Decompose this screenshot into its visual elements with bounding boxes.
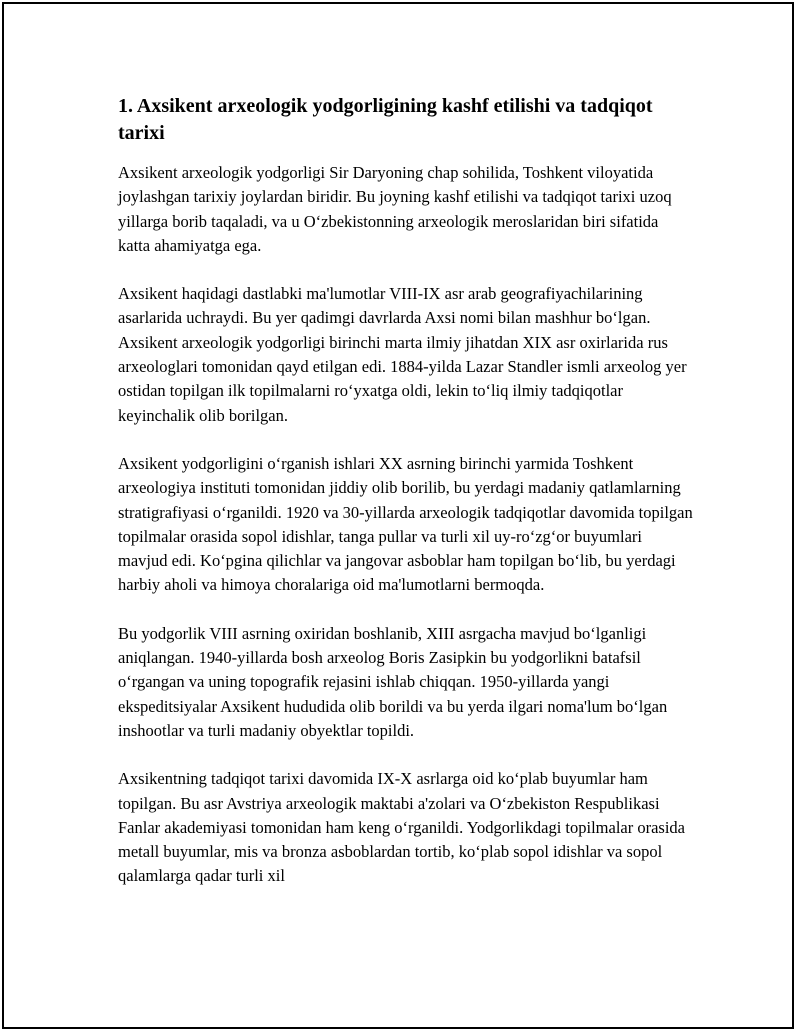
paragraph-5: Axsikentning tadqiqot tarixi davomida IX-X asrlarga oid ko‘plab buyumlar ham topilgan. Bu asr Avstriya arxeologik maktabi a'zolari va O‘zbekiston Respublikasi Fanlar akademiyasi tomonidan ham keng o‘rganildi. Yodgorlikdagi topilmalar orasida metall buyumlar, mis va bronza asboblardan tortib, ko‘plab sopol idishlar va sopol qalamlarga qadar turli xil [118,769,686,886]
paragraph-2: Axsikent haqidagi dastlabki ma'lumotlar VIII-IX asr arab geografiyachilarining asarlarida uchraydi. Bu yer qadimgi davrlarda Axsi nomi bilan mashhur bo‘lgan. Axsikent arxeologik yodgorligi birinchi marta ilmiy jihatdan XIX asr oxirlarida rus arxeologlari tomonidan qayd etilgan edi. 1884-yilda Lazar Standler ismli arxeolog yer ostidan topilgan ilk topilmalarni ro‘yxatga oldi, lekin to‘liq ilmiy tadqiqotlar keyinchalik olib borilgan. [118,284,687,425]
paragraph-3: Axsikent yodgorligini o‘rganish ishlari XX asrning birinchi yarmida Toshkent arxeologiya instituti tomonidan jiddiy olib borilib, bu yerdagi madaniy qatlamlarning stratigrafiyasi o‘rganildi. 1920 va 30-yillarda arxeologik tadqiqotlar davomida topilgan topilmalar orasida sopol idishlar, tanga pullar va turli xil uy-ro‘zg‘or buyumlari mavjud edi. Ko‘pgina qilichlar va jangovar asboblar ham topilgan bo‘lib, bu yerdagi harbiy aholi va himoya choralariga oid ma'lumotlarni bermoqda. [118,453,693,595]
paragraph-1: Axsikent arxeologik yodgorligi Sir Daryoning chap sohilida, Toshkent viloyatida joylashgan tarixiy joylardan biridir. Bu joyning kashf etilishi va tadqiqot tarixi uzoq yillarga borib taqaladi, va u O‘zbekistonning arxeologik meroslaridan biri sifatida katta ahamiyatga ega. [118,163,672,255]
paragraph-4: Bu yodgorlik VIII asrning oxiridan boshlanib, XIII asrgacha mavjud bo‘lganligi aniqlangan. 1940-yillarda bosh arxeolog Boris Zasipkin bu yodgorlikni batafsil o‘rgangan va uning topografik rejasini ishlab chiqqan. 1950-yillarda yangi ekspeditsiyalar Axsikent hududida olib borildi va bu yerda ilgari noma'lum bo‘lgan inshootlar va turli madaniy obyektlar topildi. [118,623,668,740]
document-body [118,93,693,913]
section-heading: 1. Axsikent arxeologik yodgorligining kashf etilishi va tadqiqot tarixi [118,95,653,144]
